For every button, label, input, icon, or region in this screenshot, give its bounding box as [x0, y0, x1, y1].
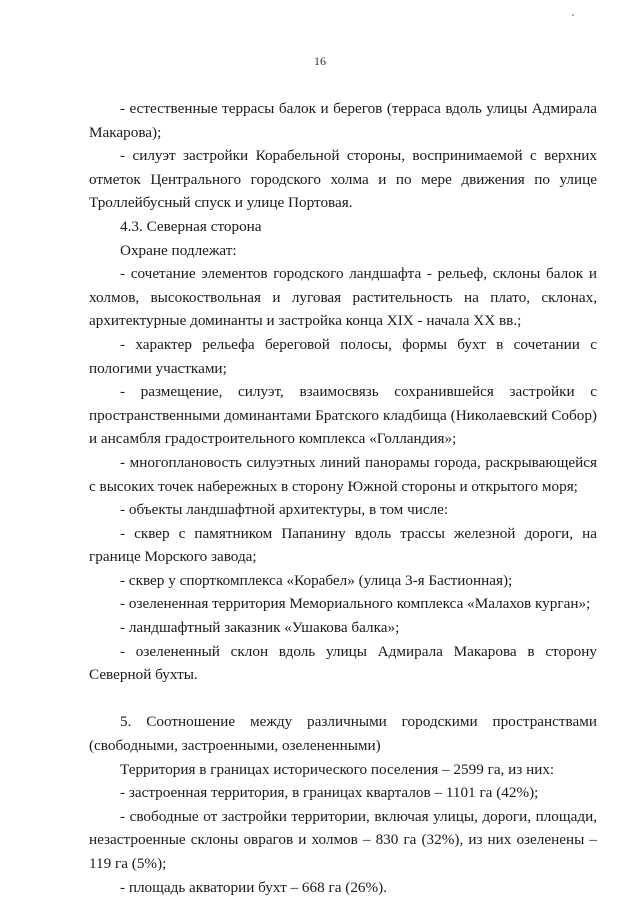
paragraph-korabel-square: - сквер у спорткомплекса «Корабел» (улица 3-я Бастионная); [120, 571, 513, 589]
section-heading-4-3: 4.3. Северная сторона [120, 217, 262, 235]
paragraph-free-territory: - свободные от застройки территории, включая улицы, дороги, площади, незастроенные склоны оврагов и холмов – 830 га (32%), из них озеленены – 119 га (5%); [89, 807, 597, 872]
scan-speck [572, 14, 574, 16]
paragraph-korabelnaya-silhouette: - силуэт застройки Корабельной стороны, воспринимаемой с верхних отметок Центрального городского холма и по мере движения по улице Троллейбусный спуск и улице Портовая. [89, 147, 597, 212]
paragraph-panorama-lines: - многоплановость силуэтных линий панорамы города, раскрывающейся с высоких точек набережных в сторону Южной стороны и открытого моря; [89, 453, 597, 495]
paragraph-ushakova-balka: - ландшафтный заказник «Ушакова балка»; [120, 619, 400, 637]
section-heading-5: 5. Соотношение между различными городскими пространствами (свободными, застроенными, озелененными) [89, 713, 597, 755]
paragraph-landscape-elements: - сочетание элементов городского ландшафта - рельеф, склоны балок и холмов, высокоствольная и луговая растительность на плато, склонах, архитектурные доминанты и застройка конца XIX - начала XX вв.; [89, 265, 597, 330]
paragraph-landscape-objects: - объекты ландшафтной архитектуры, в том числе: [120, 501, 449, 519]
paragraph-malakhov-kurgan: - озелененная территория Мемориального комплекса «Малахов курган»; [120, 595, 591, 613]
paragraph-papanin-square: - сквер с памятником Папанину вдоль трассы железной дороги, на границе Морского завода; [89, 524, 597, 566]
page-number: 16 [314, 54, 326, 68]
paragraph-placement-silhouette: - размещение, силуэт, взаимосвязь сохранившейся застройки с пространственными доминантами Братского кладбища (Николаевский Собор) и ансамбля градостроительного комплекса «Голландия»; [89, 383, 597, 448]
document-body [89, 97, 597, 899]
paragraph-built-territory: - застроенная территория, в границах кварталов – 1101 га (42%); [120, 784, 539, 802]
paragraph-makarova-slope: - озелененный склон вдоль улицы Адмирала Макарова в сторону Северной бухты. [89, 642, 597, 684]
paragraph-protected-intro: Охране подлежат: [120, 241, 237, 259]
paragraph-water-area: - площадь акватории бухт – 668 га (26%). [120, 878, 388, 896]
paragraph-territory-total: Территория в границах исторического поселения – 2599 га, из них: [120, 760, 555, 778]
paragraph-terraces: - естественные террасы балок и берегов (терраса вдоль улицы Адмирала Макарова); [89, 100, 597, 141]
paragraph-spacer [89, 687, 597, 711]
paragraph-coastline-relief: - характер рельефа береговой полосы, формы бухт в сочетании с пологими участками; [89, 335, 597, 377]
